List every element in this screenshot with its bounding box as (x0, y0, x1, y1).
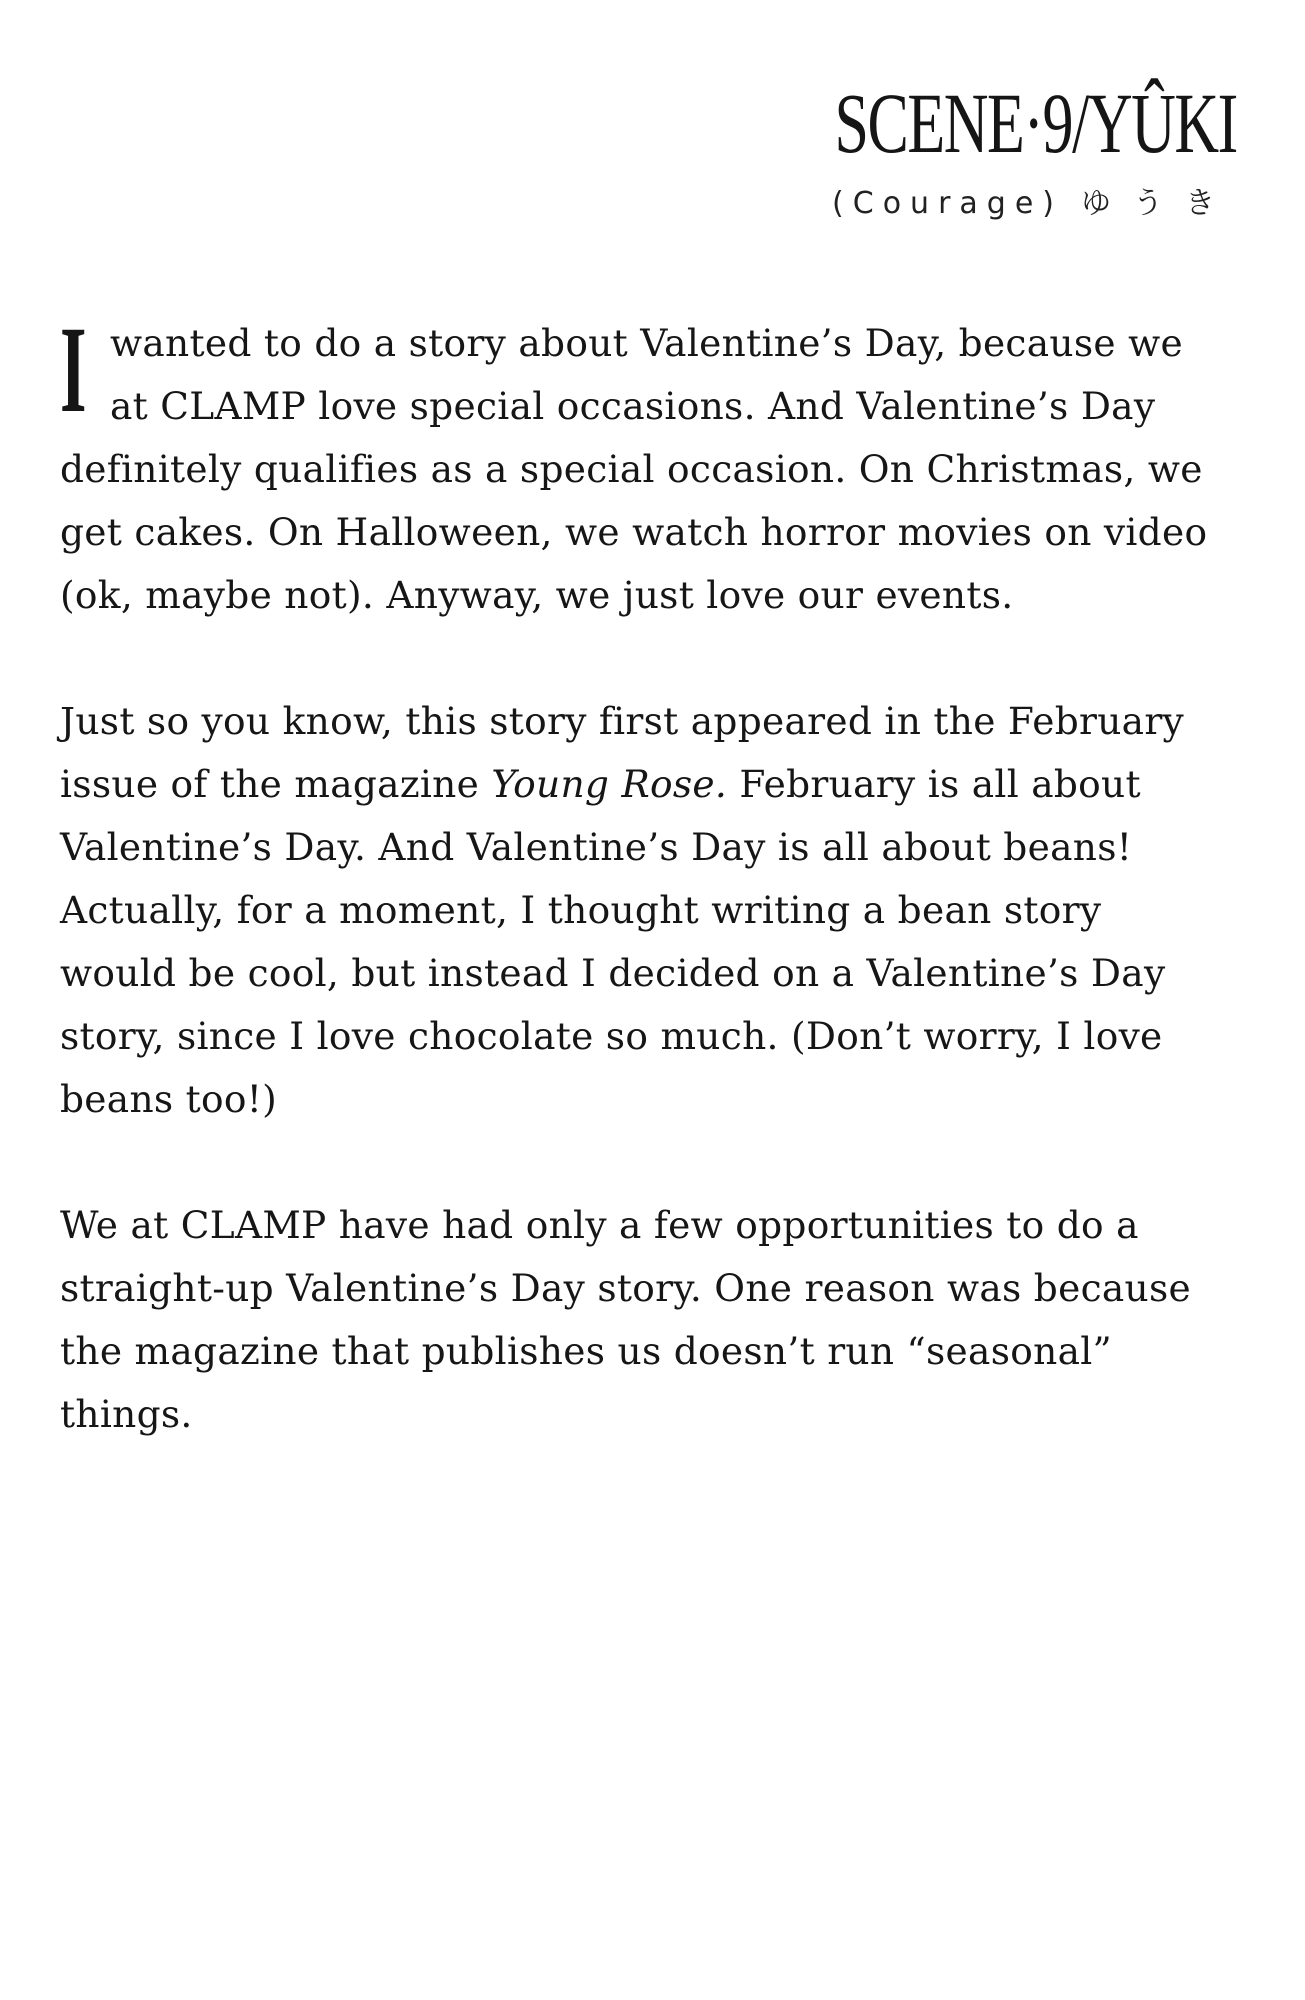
text-line: We at CLAMP have had only a few opportunities to do a (60, 1203, 1139, 1247)
subtitle-english: (Courage) (832, 186, 1063, 221)
afterword-text (60, 301, 1240, 1509)
text-line: at CLAMP love special occasions. And Valentine’s Day (110, 384, 1156, 428)
text-line: wanted to do a story about Valentine’s Day, because we (110, 321, 1183, 365)
text-line: would be cool, but instead I decided on a Valentine’s Day (60, 951, 1166, 995)
text-line: definitely qualifies as a special occasion. On Christmas, we (60, 447, 1203, 491)
text-line: the magazine that publishes us doesn’t run “seasonal” (60, 1329, 1113, 1373)
paragraph-3 (60, 1194, 1240, 1446)
text-line: straight-up Valentine’s Day story. One reason was because (60, 1266, 1192, 1310)
text-line: Valentine’s Day. And Valentine’s Day is all about beans! (60, 825, 1133, 869)
paragraph-1 (60, 301, 1240, 627)
text-line: (ok, maybe not). Anyway, we just love our events. (60, 573, 1014, 617)
text-segment: issue of the magazine (60, 762, 492, 806)
paragraph-2 (60, 690, 1240, 1131)
text-line: Actually, for a moment, I thought writing a bean story (60, 888, 1102, 932)
subtitle-japanese: ゆうき (1081, 186, 1237, 221)
drop-cap: I (60, 301, 87, 438)
scene-subtitle (678, 178, 1237, 222)
text-line: Just so you know, this story first appeared in the February (60, 699, 1185, 743)
chapter-header (678, 75, 1237, 222)
text-line: things. (60, 1392, 193, 1436)
magazine-title: Young Rose. (491, 762, 728, 806)
text-line: beans too!) (60, 1077, 278, 1121)
text-segment: February is all about (727, 762, 1141, 806)
text-line (60, 753, 1240, 816)
text-line: get cakes. On Halloween, we watch horror movies on video (60, 510, 1208, 554)
scene-title: SCENE·9/YÛKI (834, 75, 1237, 171)
text-line: story, since I love chocolate so much. (Don’t worry, I love (60, 1014, 1163, 1058)
